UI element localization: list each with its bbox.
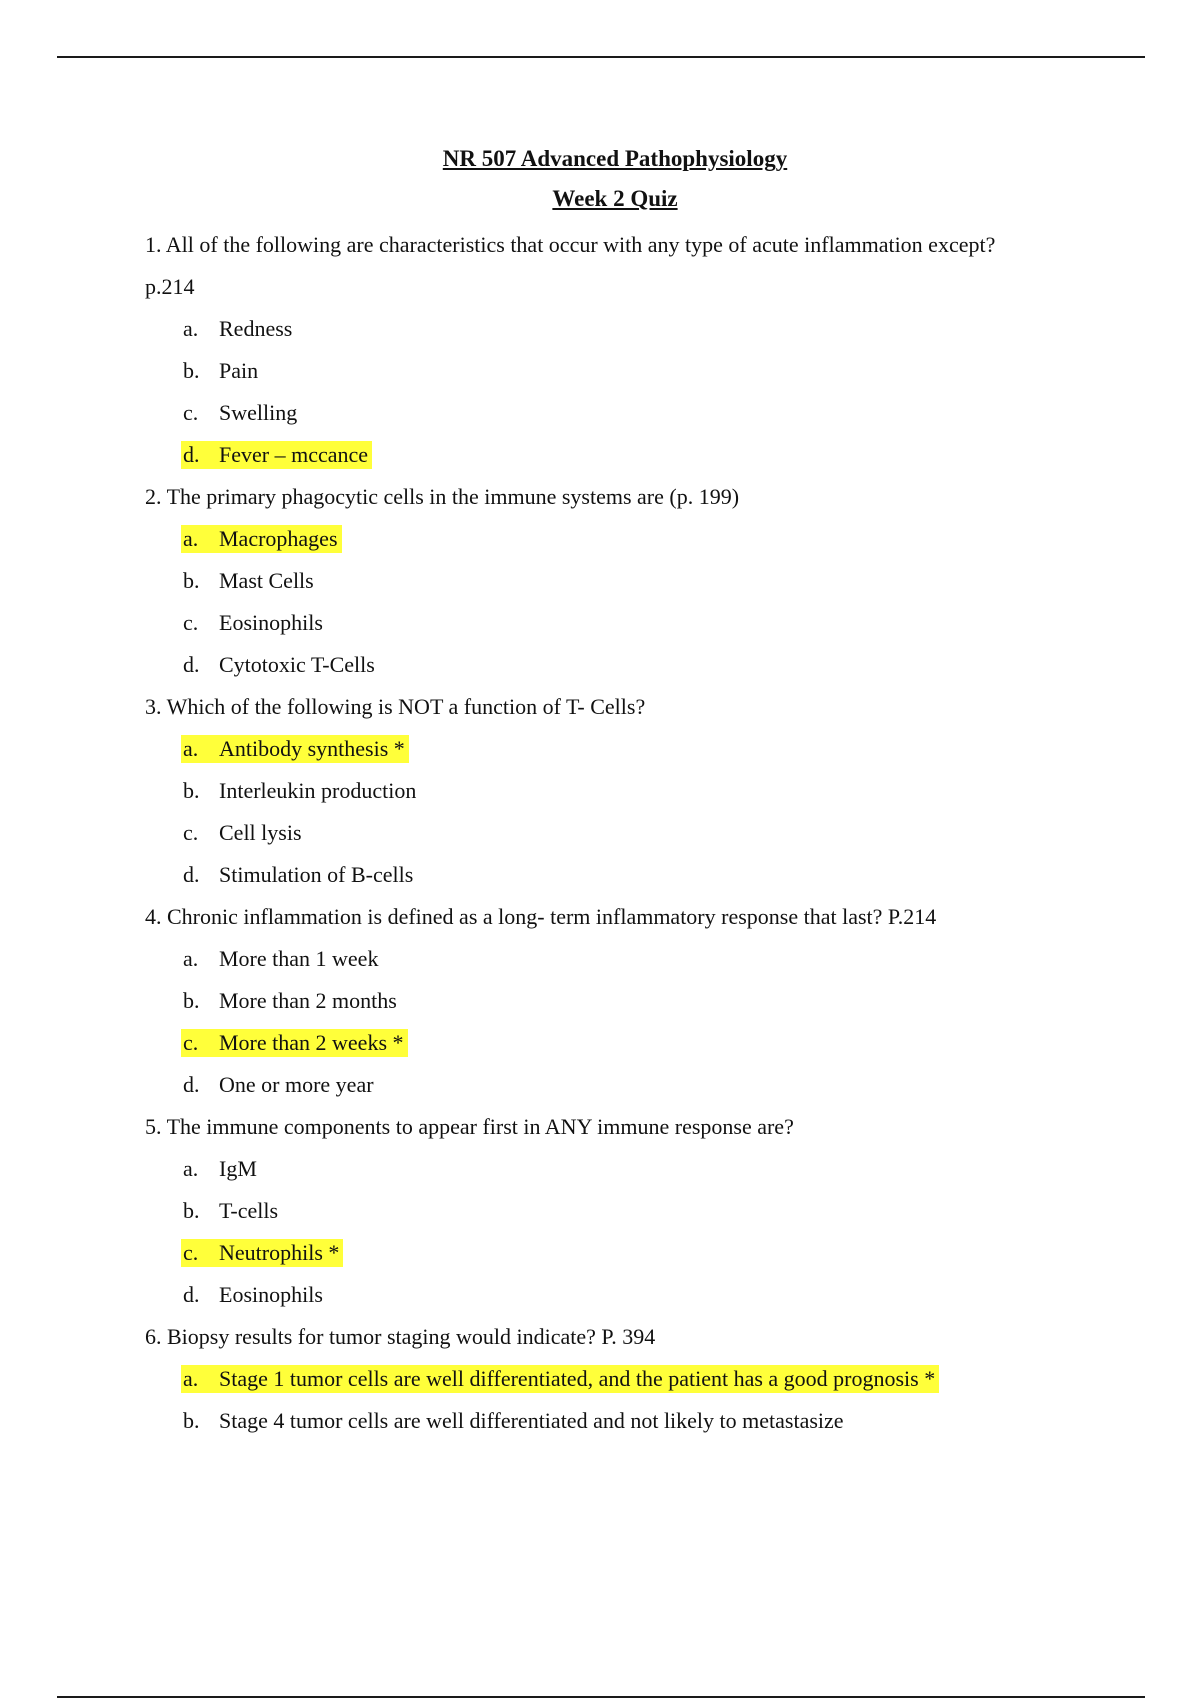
question-5: [145, 1106, 1105, 1148]
option-letter: b.: [183, 1408, 200, 1433]
footer-rule: [57, 1696, 1145, 1698]
option-content: [181, 399, 301, 427]
question-text: 3. Which of the following is NOT a function of T- Cells?: [145, 694, 646, 719]
option-content: [181, 315, 296, 343]
question-6: [145, 1316, 1105, 1358]
option-content: [181, 1365, 939, 1393]
answer-option-highlighted: [145, 1232, 1105, 1274]
option-text: Antibody synthesis *: [219, 736, 405, 761]
header-rule: [57, 56, 1145, 58]
option-text: One or more year: [219, 1072, 374, 1097]
option-text: Eosinophils: [219, 610, 323, 635]
option-text: Stage 4 tumor cells are well differentiated and not likely to metastasize: [219, 1408, 844, 1433]
question-text: 6. Biopsy results for tumor staging would indicate? P. 394: [145, 1324, 656, 1349]
answer-option: [145, 308, 1105, 350]
question-list: [145, 224, 1105, 1442]
question-4: [145, 896, 1105, 938]
question-text: 1. All of the following are characteristics that occur with any type of acute inflammation except?: [145, 232, 996, 257]
option-text: IgM: [219, 1156, 257, 1181]
quiz-document: [145, 142, 1105, 1442]
question-text: 2. The primary phagocytic cells in the immune systems are (p. 199): [145, 484, 740, 509]
option-letter: a.: [183, 736, 199, 761]
option-letter: a.: [183, 1156, 199, 1181]
option-text: Stimulation of B-cells: [219, 862, 414, 887]
option-content: [181, 525, 342, 553]
option-letter: d.: [183, 652, 200, 677]
option-letter: d.: [183, 862, 200, 887]
option-text: Stage 1 tumor cells are well differentiated, and the patient has a good prognosis *: [219, 1366, 936, 1391]
option-content: [181, 441, 372, 469]
option-text: Cell lysis: [219, 820, 302, 845]
answer-option: [145, 1274, 1105, 1316]
option-content: [181, 987, 401, 1015]
option-content: [181, 1071, 378, 1099]
option-letter: d.: [183, 1072, 200, 1097]
question-page-ref: p.214: [145, 274, 195, 299]
answer-option: [145, 1148, 1105, 1190]
option-letter: a.: [183, 946, 199, 971]
option-text: Cytotoxic T-Cells: [219, 652, 375, 677]
option-text: Neutrophils *: [219, 1240, 340, 1265]
document-title: NR 507 Advanced Pathophysiology: [442, 146, 788, 171]
option-text: Eosinophils: [219, 1282, 323, 1307]
option-letter: c.: [183, 400, 199, 425]
option-letter: c.: [183, 1240, 199, 1265]
option-letter: b.: [183, 1198, 200, 1223]
question-1: [145, 224, 1105, 308]
option-text: Swelling: [219, 400, 298, 425]
option-content: [181, 1281, 327, 1309]
question-text: 5. The immune components to appear first in ANY immune response are?: [145, 1114, 794, 1139]
answer-option: [145, 1400, 1105, 1442]
option-content: [181, 945, 382, 973]
answer-option-highlighted: [145, 728, 1105, 770]
option-letter: b.: [183, 358, 200, 383]
answer-option: [145, 392, 1105, 434]
option-letter: c.: [183, 610, 199, 635]
answer-option-highlighted: [145, 518, 1105, 560]
option-letter: b.: [183, 568, 200, 593]
option-letter: b.: [183, 988, 200, 1013]
option-content: [181, 819, 306, 847]
option-letter: b.: [183, 778, 200, 803]
option-text: Pain: [219, 358, 259, 383]
option-letter: a.: [183, 526, 199, 551]
answer-option: [145, 350, 1105, 392]
answer-option: [145, 980, 1105, 1022]
option-text: Mast Cells: [219, 568, 314, 593]
option-content: [181, 861, 417, 889]
answer-option: [145, 560, 1105, 602]
option-letter: c.: [183, 1030, 199, 1055]
option-text: Interleukin production: [219, 778, 417, 803]
option-text: Macrophages: [219, 526, 338, 551]
option-content: [181, 567, 318, 595]
option-letter: d.: [183, 1282, 200, 1307]
answer-option: [145, 812, 1105, 854]
option-text: Fever – mccance: [219, 442, 369, 467]
answer-option-highlighted: [145, 434, 1105, 476]
option-text: More than 2 weeks *: [219, 1030, 404, 1055]
question-2: [145, 476, 1105, 518]
answer-option: [145, 602, 1105, 644]
option-content: [181, 1197, 282, 1225]
option-content: [181, 651, 379, 679]
answer-option: [145, 938, 1105, 980]
answer-option: [145, 1064, 1105, 1106]
option-letter: a.: [183, 1366, 199, 1391]
option-text: T-cells: [219, 1198, 279, 1223]
answer-option: [145, 644, 1105, 686]
answer-option-highlighted: [145, 1358, 1105, 1400]
question-3: [145, 686, 1105, 728]
option-content: [181, 609, 327, 637]
option-content: [181, 1407, 848, 1435]
option-content: [181, 1239, 343, 1267]
option-content: [181, 357, 262, 385]
option-content: [181, 777, 420, 805]
document-subtitle: Week 2 Quiz: [552, 186, 678, 211]
option-text: More than 1 week: [219, 946, 379, 971]
option-content: [181, 1155, 261, 1183]
answer-option: [145, 1190, 1105, 1232]
answer-option: [145, 854, 1105, 896]
option-content: [181, 1029, 408, 1057]
option-letter: d.: [183, 442, 200, 467]
option-letter: a.: [183, 316, 199, 341]
answer-option: [145, 770, 1105, 812]
option-text: More than 2 months: [219, 988, 397, 1013]
answer-option-highlighted: [145, 1022, 1105, 1064]
option-text: Redness: [219, 316, 293, 341]
question-text: 4. Chronic inflammation is defined as a long- term inflammatory response that last? P.214: [145, 904, 937, 929]
option-content: [181, 735, 409, 763]
option-letter: c.: [183, 820, 199, 845]
